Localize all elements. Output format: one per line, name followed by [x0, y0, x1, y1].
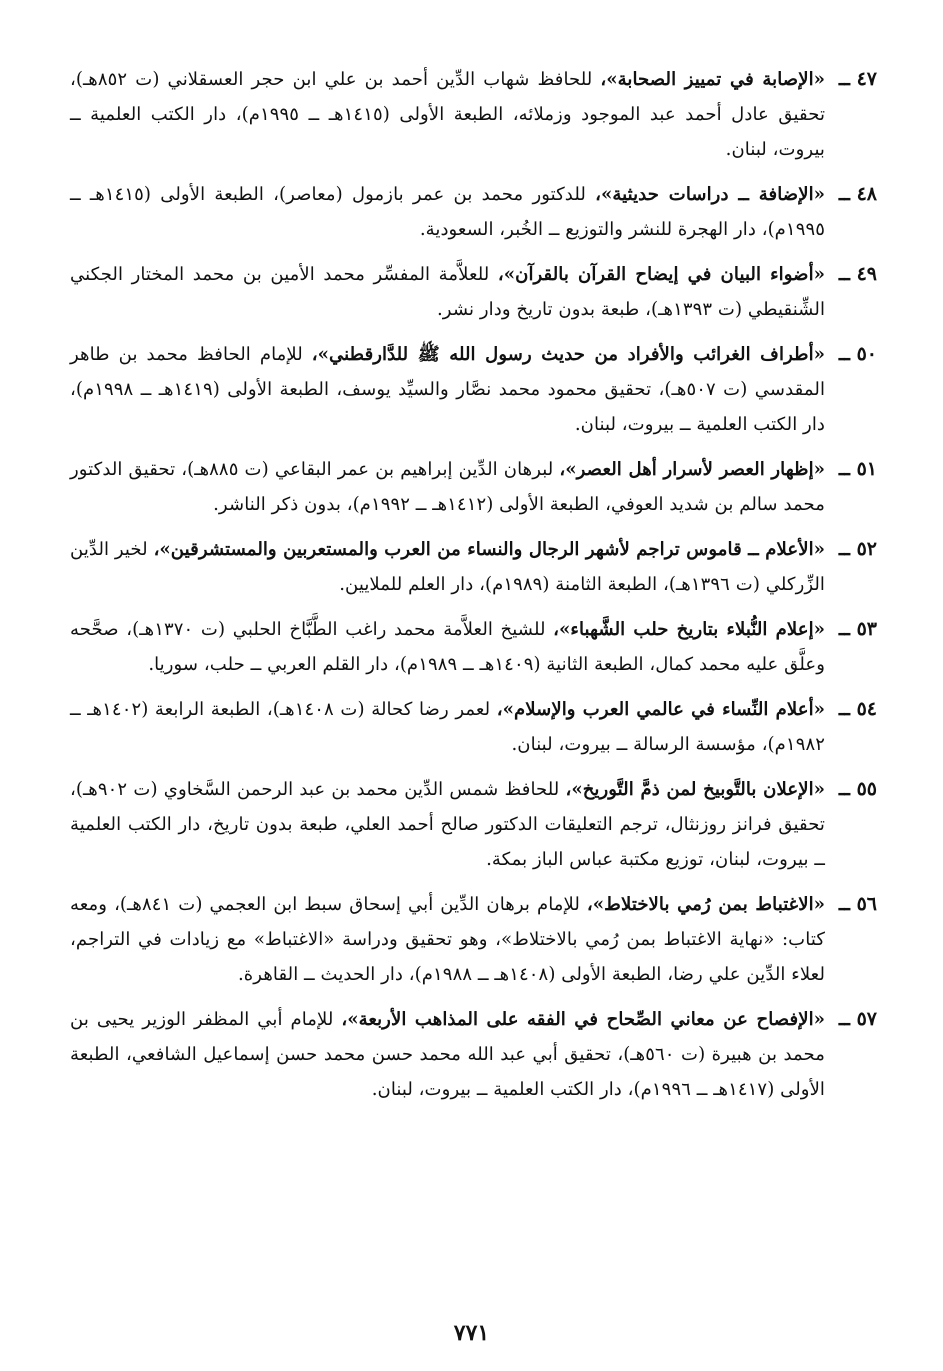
entry-text — [70, 337, 825, 442]
bibliography-entry — [70, 887, 877, 992]
entry-text — [70, 452, 825, 522]
entry-details: للدكتور محمد بن عمر بازمول (معاصر)، الطبعة الأولى (١٤١٥هـ ــ ١٩٩٥م)، دار الهجرة للنشر والتوزيع ــ الخُبر، السعودية. — [70, 184, 825, 240]
entry-title: «الإعلان بالتَّوبيخ لمن ذمَّ التَّوريخ»، — [565, 779, 826, 800]
bibliography-entry — [70, 257, 877, 327]
bibliography-entry — [70, 612, 877, 682]
bibliography-entry — [70, 177, 877, 247]
bibliography-entry — [70, 772, 877, 877]
entry-number: ٥٥ ــ — [838, 778, 877, 800]
bibliography-entry — [70, 452, 877, 522]
entry-text — [70, 692, 825, 762]
bibliography-list — [70, 62, 877, 1107]
entry-text — [70, 257, 825, 327]
entry-text — [70, 532, 825, 602]
entry-title: «الإصابة في تمييز الصحابة»، — [600, 69, 825, 90]
page-number: ٧٧١ — [453, 1320, 490, 1346]
entry-number: ٥٤ ــ — [838, 698, 877, 720]
entry-number: ٥١ ــ — [838, 458, 877, 480]
entry-title: «أعلام النِّساء في عالمي العرب والإسلام»، — [496, 699, 826, 720]
entry-number: ٤٨ ــ — [838, 183, 877, 205]
entry-text — [70, 887, 825, 992]
entry-title: «أضواء البيان في إيضاح القرآن بالقرآن»، — [497, 264, 825, 285]
entry-text — [70, 62, 825, 167]
entry-details: لخير الدِّين الزِّركلي (ت ١٣٩٦هـ)، الطبعة الثامنة (١٩٨٩م)، دار العلم للملايين. — [70, 539, 825, 595]
bibliography-entry — [70, 692, 877, 762]
entry-number: ٥٣ ــ — [838, 618, 877, 640]
entry-text — [70, 1002, 825, 1107]
entry-details: للعلاَّمة المفسِّر محمد الأمين بن محمد المختار الجكني الشِّنقيطي (ت ١٣٩٣هـ)، طبعة بدون تاريخ ودار نشر. — [70, 264, 825, 320]
entry-number: ٥٧ ــ — [838, 1008, 877, 1030]
entry-number: ٥٠ ــ — [838, 343, 877, 365]
entry-details: لبرهان الدِّين إبراهيم بن عمر البقاعي (ت ٨٨٥هـ)، تحقيق الدكتور محمد سالم بن شديد العوفي، الطبعة الأولى (١٤١٢هـ ــ ١٩٩٢م)، بدون ذكر الناشر. — [70, 459, 825, 515]
entry-title: «الإضافة ــ دراسات حديثية»، — [595, 184, 826, 205]
entry-title: «إظهار العصر لأسرار أهل العصر»، — [559, 459, 825, 480]
entry-number: ٤٩ ــ — [838, 263, 877, 285]
entry-text — [70, 177, 825, 247]
entry-text — [70, 772, 825, 877]
entry-title: «الاغتباط بمن رُمي بالاختلاط»، — [586, 894, 825, 915]
bibliography-entry — [70, 62, 877, 167]
entry-details: للحافظ شمس الدِّين محمد بن عبد الرحمن السَّخاوي (ت ٩٠٢هـ)، تحقيق فرانز روزنثال، ترجم التعليقات الدكتور صالح أحمد العلي، طبعة بدون تاريخ، دار الكتب العلمية ــ بيروت، لبنان، توزيع مكتبة عباس الباز بمكة. — [70, 779, 825, 870]
entry-details: لعمر رضا كحالة (ت ١٤٠٨هـ)، الطبعة الرابعة (١٤٠٢هـ ــ ١٩٨٢م)، مؤسسة الرسالة ــ بيروت، لبنان. — [70, 699, 825, 755]
bibliography-entry — [70, 1002, 877, 1107]
entry-text — [70, 612, 825, 682]
entry-number: ٥٦ ــ — [838, 893, 877, 915]
entry-details: للحافظ شهاب الدِّين أحمد بن علي ابن حجر العسقلاني (ت ٨٥٢هـ)، تحقيق عادل أحمد عبد الموجود وزملائه، الطبعة الأولى (١٤١٥هـ ــ ١٩٩٥م)، دار الكتب العلمية ــ بيروت، لبنان. — [70, 69, 826, 160]
entry-details: للإمام أبي المظفر الوزير يحيى بن محمد بن هبيرة (ت ٥٦٠هـ)، تحقيق أبي عبد الله محمد حسن محمد حسن إسماعيل الشافعي، الطبعة الأولى (١٤١٧هـ ــ ١٩٩٦م)، دار الكتب العلمية ــ بيروت، لبنان. — [70, 1009, 825, 1100]
entry-title: «الأعلام ــ قاموس تراجم لأشهر الرجال والنساء من العرب والمستعربين والمستشرقين»، — [153, 539, 825, 560]
entry-title: «أطراف الغرائب والأفراد من حديث رسول الله ﷺ للدَّارقطني»، — [311, 344, 826, 365]
entry-number: ٤٧ ــ — [838, 68, 877, 90]
entry-details: للإمام برهان الدِّين أبي إسحاق سبط ابن العجمي (ت ٨٤١هـ)، ومعه كتاب: «نهاية الاغتباط بمن رُمي بالاختلاط»، وهو تحقيق ودراسة «الاغتباط» مع زيادات في التراجم، لعلاء الدِّين علي رضا، الطبعة الأولى (١٤٠٨هـ ــ ١٩٨٨م)، دار الحديث ــ القاهرة. — [70, 894, 825, 985]
entry-details: للإمام الحافظ محمد بن طاهر المقدسي (ت ٥٠٧هـ)، تحقيق محمود محمد نصَّار والسيِّد يوسف، الطبعة الأولى (١٤١٩هـ ــ ١٩٩٨م)، دار الكتب العلمية ــ بيروت، لبنان. — [70, 344, 825, 435]
entry-details: للشيخ العلاَّمة محمد راغب الطَّبَّاخ الحلبي (ت ١٣٧٠هـ)، صحَّحه وعلَّق عليه محمد كمال، الطبعة الثانية (١٤٠٩هـ ــ ١٩٨٩م)، دار القلم العربي ــ حلب، سوريا. — [70, 619, 825, 675]
entry-title: «إعلام النُّبلاء بتاريخ حلب الشَّهباء»، — [553, 619, 826, 640]
entry-number: ٥٢ ــ — [838, 538, 877, 560]
bibliography-entry — [70, 337, 877, 442]
bibliography-entry — [70, 532, 877, 602]
entry-title: «الإفصاح عن معاني الصِّحاح في الفقه على المذاهب الأربعة»، — [341, 1009, 825, 1030]
